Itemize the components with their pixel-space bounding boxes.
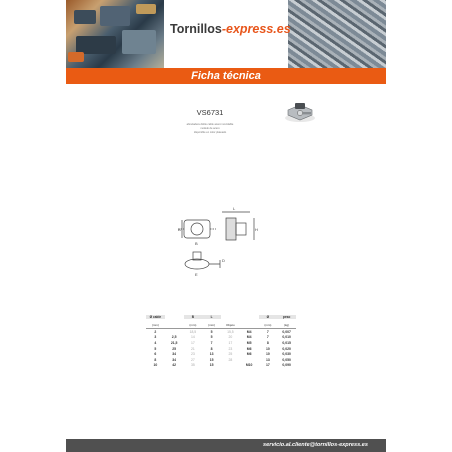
contact-email[interactable]: servicio.al.cliente@tornillos-express.es	[263, 442, 368, 448]
table-unit: (mm)	[151, 322, 159, 327]
table-cell: 13	[265, 357, 270, 362]
table-cell: 10	[153, 363, 158, 368]
table-cell: M6	[246, 346, 252, 351]
table-cell: 2,5	[171, 335, 177, 340]
table-cell: 17	[228, 340, 233, 345]
table-cell: 2	[154, 329, 157, 334]
table-unit: Objeto	[225, 322, 235, 327]
table-cell: 15,5	[227, 329, 234, 334]
table-unit: (kg)	[284, 322, 290, 327]
table-header: peso	[277, 315, 296, 319]
table-cell: 17	[190, 340, 195, 345]
page-title: Ficha técnica	[191, 70, 261, 82]
table-cell: 0,030	[282, 352, 291, 357]
table-units-row	[146, 321, 296, 329]
table-cell: 5	[154, 346, 157, 351]
table-cell: M4	[246, 329, 252, 334]
logo-text-domain: -express.es	[221, 22, 291, 36]
table-body	[146, 329, 296, 368]
table-cell: 10	[265, 346, 270, 351]
footer-bar	[66, 439, 386, 452]
table-header: L	[202, 315, 221, 319]
table-cell: 5	[210, 335, 213, 340]
table-cell: 0,020	[282, 346, 291, 351]
drawing-label: B	[195, 241, 198, 246]
drawing-label: A	[178, 227, 181, 232]
description-line: disponible en color plateado	[193, 131, 227, 135]
logo-text-main: Tornillos	[170, 22, 222, 36]
spec-table	[146, 312, 296, 368]
header-banner	[66, 0, 386, 68]
table-cell: 0,090	[282, 363, 291, 368]
table-cell: 27	[190, 357, 195, 362]
table-cell: 13	[209, 352, 214, 357]
table-cell: 15	[209, 363, 214, 368]
table-cell: 7	[210, 340, 213, 345]
table-row	[146, 351, 296, 357]
table-cell: 34	[172, 352, 177, 357]
table-cell: 8	[266, 340, 269, 345]
title-band	[66, 68, 386, 84]
table-row	[146, 340, 296, 346]
table-row	[146, 363, 296, 369]
table-cell: 21,5	[170, 340, 178, 345]
table-cell: 42	[172, 363, 177, 368]
table-cell: 34	[172, 357, 177, 362]
table-cell: 0,050	[282, 357, 291, 362]
product-description	[170, 123, 250, 136]
company-logo[interactable]	[170, 22, 291, 36]
table-cell: 8	[154, 357, 157, 362]
table-cell: 25	[172, 346, 177, 351]
table-cell: M10	[245, 363, 253, 368]
table-cell: 15	[209, 357, 214, 362]
product-photo	[283, 100, 317, 124]
table-cell: M6	[246, 352, 252, 357]
table-cell: 28	[228, 357, 233, 362]
table-row	[146, 346, 296, 352]
table-cell: 8	[210, 346, 213, 351]
table-unit: (mm)	[189, 322, 197, 327]
screws-photo	[288, 0, 386, 68]
table-header-row	[146, 312, 296, 321]
table-unit: (mm)	[208, 322, 216, 327]
table-cell: 7	[266, 335, 269, 340]
table-cell: 14	[190, 335, 195, 340]
drawing-label: D	[222, 258, 225, 263]
table-cell: 17	[265, 363, 270, 368]
table-cell: 4	[154, 340, 157, 345]
table-cell: 20	[228, 335, 233, 340]
table-cell: 23	[190, 352, 195, 357]
table-cell: 5	[210, 329, 213, 334]
table-header: B	[184, 315, 203, 319]
description-line: modelo de acero	[200, 127, 220, 131]
table-cell: 0,010	[282, 335, 291, 340]
table-cell: M5	[246, 340, 252, 345]
table-row	[146, 357, 296, 363]
drawing-label: L	[233, 206, 236, 211]
table-header: Ø	[259, 315, 278, 319]
product-code: VS6731	[196, 108, 224, 117]
table-cell: 21	[190, 346, 195, 351]
table-cell: 23	[228, 346, 233, 351]
drawing-label: E	[195, 272, 198, 277]
table-cell: 25	[228, 352, 233, 357]
table-cell: 10	[265, 352, 270, 357]
table-cell: 0,015	[282, 340, 291, 345]
table-cell: M4	[246, 335, 252, 340]
technical-drawing	[170, 198, 260, 288]
description-line: abrazadera doble cable acero inoxidable	[186, 123, 234, 126]
table-row	[146, 335, 296, 341]
table-cell: 6	[154, 352, 157, 357]
table-cell: 35	[190, 363, 195, 368]
table-cell: 3	[154, 335, 157, 340]
drawing-label: H	[255, 227, 258, 232]
table-unit: (mm)	[264, 322, 272, 327]
table-cell: 18,5	[189, 329, 197, 334]
table-header: Ø cable	[146, 315, 165, 319]
tools-photo	[66, 0, 164, 68]
table-cell: 0,007	[282, 329, 291, 334]
table-cell: 7	[266, 329, 269, 334]
